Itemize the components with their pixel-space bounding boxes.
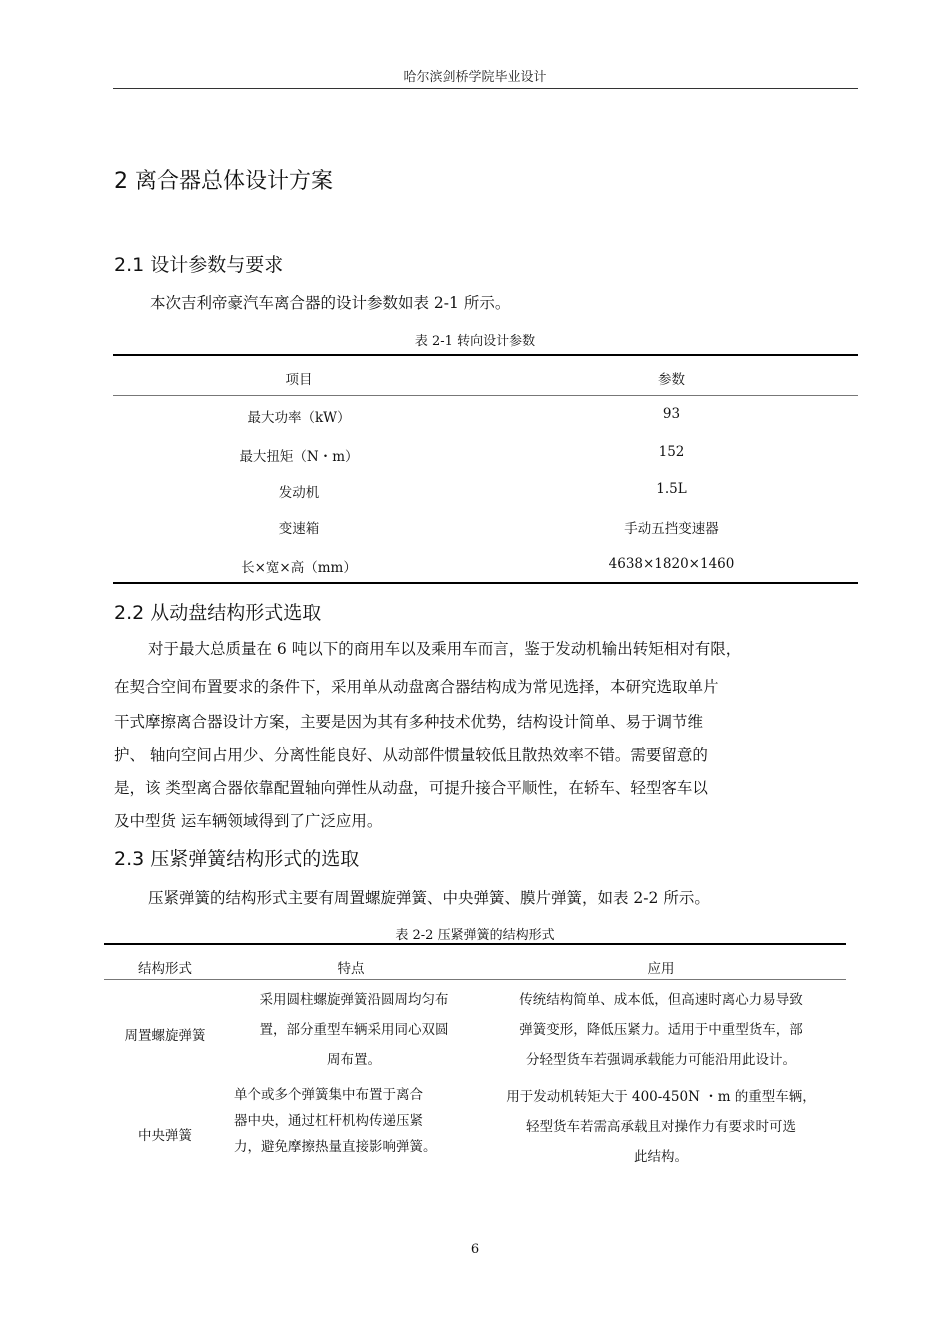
table1-row-label: 长×宽×高（mm） [241,560,357,576]
feature-line: 采用圆柱螺旋弹簧沿圆周均匀布 [259,992,449,1008]
header-divider [113,88,858,89]
feature-line: 周布置。 [327,1052,381,1068]
table1-row-value: 4638×1820×1460 [608,556,735,572]
application-line: 轻型货车若需高承载且对操作力有要求时可选 [526,1119,796,1135]
table1-header-item: 项目 [285,372,313,388]
table1-row-label: 最大扭矩（N・m） [239,449,359,465]
section-2-3-paragraph: 压紧弹簧的结构形式主要有周置螺旋弹簧、中央弹簧、膜片弹簧，如表 2-2 所示。 [148,889,710,907]
section-2-2-line: 在契合空间布置要求的条件下，采用单从动盘离合器结构成为常见选择，本研究选取单片 [114,678,719,696]
application-line: 此结构。 [634,1149,688,1165]
section-2-1-paragraph: 本次吉利帝豪汽车离合器的设计参数如表 2-1 所示。 [150,294,511,312]
feature-line: 单个或多个弹簧集中布置于离合 [234,1087,423,1103]
page-number: 6 [470,1242,480,1257]
table1-row-value: 手动五挡变速器 [624,521,719,537]
section-2-2-line: 是，该 类型离合器依靠配置轴向弹性从动盘，可提升接合平顺性，在轿车、轻型客车以 [114,779,708,797]
table2-row-form: 周置螺旋弹簧 [124,1028,206,1044]
table1-caption: 表 2-1 转向设计参数 [414,334,536,349]
section-2-2-line: 及中型货 运车辆领域得到了广泛应用。 [114,812,383,830]
table1-row-label: 最大功率（kW） [247,410,351,426]
table2-row-feature [234,1082,474,1160]
table1-row-label: 变速箱 [278,521,320,537]
chapter-title: 2 离合器总体设计方案 [114,169,333,194]
table2-row-application [476,985,846,1075]
application-line: 分轻型货车若强调承载能力可能沿用此设计。 [526,1052,796,1068]
table1-header-rule [113,395,858,396]
section-heading-2-2: 2.2 从动盘结构形式选取 [114,602,322,624]
table1-row-label: 发动机 [278,485,320,501]
table2-header-form: 结构形式 [138,961,192,977]
table1-header-param: 参数 [658,372,685,388]
table2-header-rule [104,979,846,980]
feature-line: 置，部分重型车辆采用同心双圆 [259,1022,449,1038]
section-2-2-line: 护、 轴向空间占用少、分离性能良好、从动部件惯量较低且散热效率不错。需要留意的 [114,746,708,764]
page-header: 哈尔滨剑桥学院毕业设计 [403,70,547,85]
feature-line: 器中央，通过杠杆机构传递压紧 [234,1113,423,1129]
table1-row-value: 93 [662,406,681,422]
table2-row-feature [234,985,474,1075]
section-heading-2-3: 2.3 压紧弹簧结构形式的选取 [114,848,360,870]
table2-top-rule [104,943,846,945]
application-line: 用于发动机转矩大于 400-450N ・m 的重型车辆， [506,1089,816,1105]
table2-row-application [476,1082,846,1172]
table2-header-application: 应用 [647,961,675,977]
table2-caption: 表 2-2 压紧弹簧的结构形式 [395,928,555,943]
table1-row-value: 1.5L [656,481,687,497]
section-2-2-line: 干式摩擦离合器设计方案，主要是因为其有多种技术优势，结构设计简单、易于调节维 [114,713,704,731]
table2-header-feature: 特点 [337,961,365,977]
table1-row-value: 152 [658,444,685,460]
table1-bottom-rule [113,582,858,584]
feature-line: 力，避免摩擦热量直接影响弹簧。 [234,1139,437,1155]
application-line: 弹簧变形，降低压紧力。适用于中重型货车，部 [519,1022,803,1038]
application-line: 传统结构简单、成本低，但高速时离心力易导致 [519,992,803,1008]
table2-row-form: 中央弹簧 [138,1128,192,1144]
section-heading-2-1: 2.1 设计参数与要求 [114,254,284,276]
section-2-2-line: 对于最大总质量在 6 吨以下的商用车以及乘用车而言，鉴于发动机输出转矩相对有限， [148,640,742,658]
table1-top-rule [113,354,858,356]
